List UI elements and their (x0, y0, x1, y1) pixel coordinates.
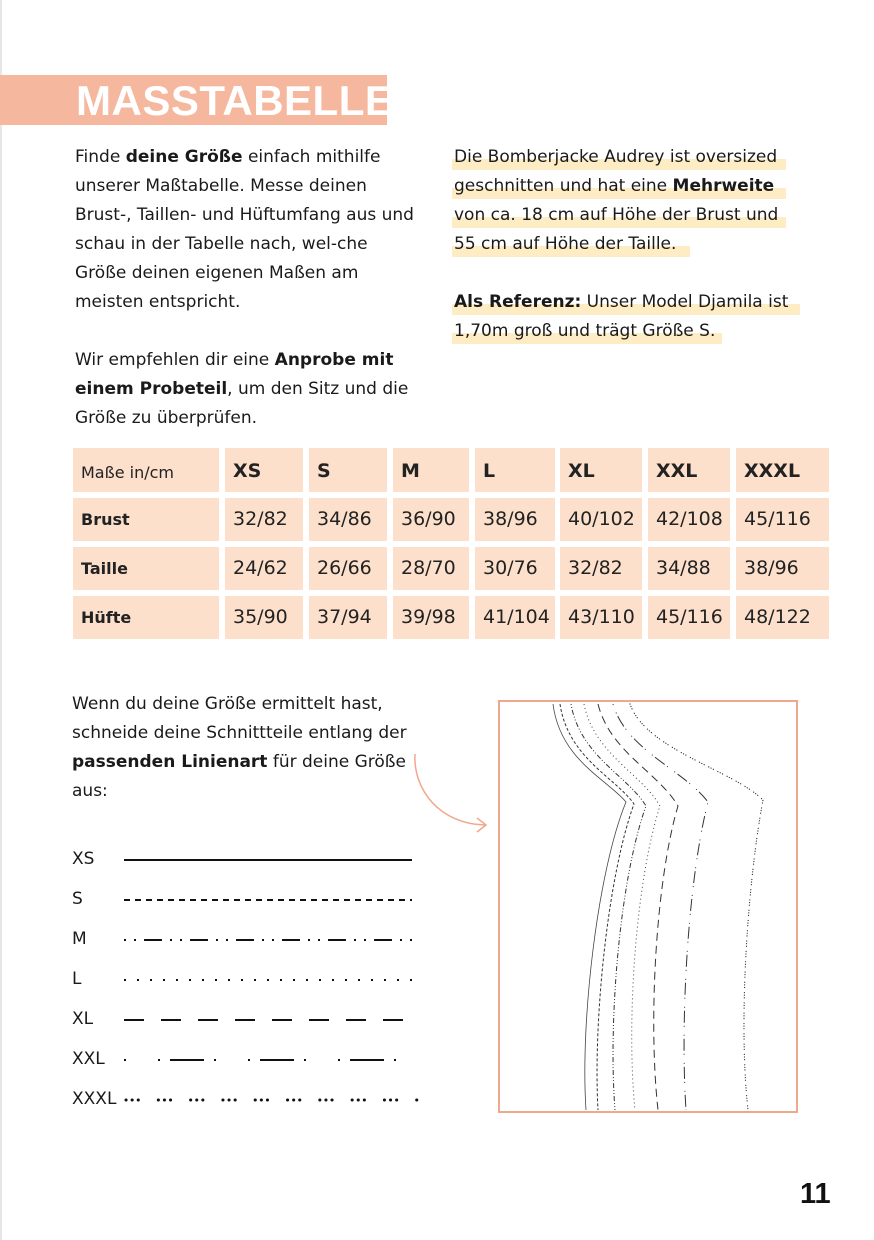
line-dash-dot-long (124, 1053, 416, 1067)
recommendation-bold: Anprobe mit einem Probeteil (75, 350, 394, 399)
table-cell: 28/70 (393, 547, 469, 590)
legend-label: M (72, 929, 87, 949)
legend-label: XXXL (72, 1089, 117, 1109)
table-cell: 32/82 (225, 498, 303, 541)
legend-row-m (72, 925, 432, 955)
size-header-xl: XL (560, 448, 642, 492)
table-cell: 26/66 (309, 547, 387, 590)
row-label-brust: Brust (73, 498, 219, 541)
legend-row-xxxl (72, 1085, 432, 1115)
legend-row-xs (72, 845, 432, 875)
fit-note-line: geschnitten und hat eine Mehrweite (454, 172, 778, 201)
reference-note-line: Als Referenz: Unser Model Djamila ist (454, 288, 788, 317)
table-cell: 36/90 (393, 498, 469, 541)
cutting-instructions (72, 690, 412, 806)
legend-label: S (72, 889, 83, 909)
recommendation-paragraph (75, 346, 420, 433)
line-short-dash (124, 893, 416, 907)
legend-label: XL (72, 1009, 94, 1029)
line-triple-dot (124, 1093, 424, 1107)
table-cell: 40/102 (560, 498, 642, 541)
table-cell: 37/94 (309, 596, 387, 639)
table-cell: 43/110 (560, 596, 642, 639)
table-cell: 38/96 (736, 547, 829, 590)
legend-row-xl (72, 1005, 432, 1035)
table-cell: 39/98 (393, 596, 469, 639)
line-solid (124, 853, 416, 867)
size-header-xxxl: XXXL (736, 448, 829, 492)
size-header-s: S (309, 448, 387, 492)
pattern-lines-illustration (498, 700, 800, 1115)
size-header-xxl: XXL (648, 448, 730, 492)
legend-row-s (72, 885, 432, 915)
page-number: 11 (800, 1178, 831, 1210)
table-cell: 34/88 (648, 547, 730, 590)
table-cell: 35/90 (225, 596, 303, 639)
curved-arrow-icon (405, 750, 495, 840)
table-cell: 38/96 (475, 498, 555, 541)
table-cell: 45/116 (736, 498, 829, 541)
legend-label: XS (72, 849, 95, 869)
page-title: MASSTABELLE (76, 77, 394, 124)
intro-text-rest: einfach mithilfe unserer Maßtabelle. Messe deinen Brust-, Taillen- und Hüftumfang aus und schau in der Tabelle nach, wel-che Größe deinen eigenen Maßen am meisten entspricht. (75, 147, 414, 312)
legend-label: XXL (72, 1049, 105, 1069)
size-table (73, 448, 833, 640)
legend-row-l (72, 965, 432, 995)
table-cell: 32/82 (560, 547, 642, 590)
reference-note-line: 1,70m groß und trägt Größe S. (454, 317, 788, 346)
intro-paragraph (75, 143, 420, 317)
table-cell: 41/104 (475, 596, 555, 639)
reference-note (454, 288, 788, 346)
line-dot-dot-dash (124, 933, 416, 947)
legend-row-xxl (72, 1045, 432, 1075)
fit-note-line: Die Bomberjacke Audrey ist oversized (454, 143, 778, 172)
table-cell: 34/86 (309, 498, 387, 541)
recommendation-text-rest: , um den Sitz und die Größe zu überprüfen. (75, 379, 409, 428)
cutting-bold: passenden Linienart (72, 752, 268, 772)
intro-text: Finde (75, 147, 126, 167)
row-label-huefte: Hüfte (73, 596, 219, 639)
intro-bold: deine Größe (125, 147, 243, 167)
size-header-l: L (475, 448, 555, 492)
legend-label: L (72, 969, 82, 989)
reference-label: Als Referenz: (454, 292, 582, 312)
cutting-text-rest: für deine Größe aus: (72, 752, 406, 801)
table-cell: 24/62 (225, 547, 303, 590)
line-long-dash (124, 1013, 416, 1027)
table-cell: 48/122 (736, 596, 829, 639)
line-dotted (124, 973, 416, 987)
table-cell: 30/76 (475, 547, 555, 590)
table-corner-header: Maße in/cm (73, 448, 219, 492)
fit-note-line: 55 cm auf Höhe der Taille. (454, 230, 778, 259)
row-label-taille: Taille (73, 547, 219, 590)
fit-note-line: von ca. 18 cm auf Höhe der Brust und (454, 201, 778, 230)
size-header-xs: XS (225, 448, 303, 492)
table-cell: 45/116 (648, 596, 730, 639)
size-header-m: M (393, 448, 469, 492)
cutting-text: Wenn du deine Größe ermittelt hast, schneide deine Schnittteile entlang der (72, 694, 407, 743)
recommendation-text: Wir empfehlen dir eine (75, 350, 275, 370)
fit-note (454, 143, 778, 259)
fit-note-bold: Mehrweite (672, 176, 775, 196)
page-edge (0, 0, 2, 1240)
table-cell: 42/108 (648, 498, 730, 541)
